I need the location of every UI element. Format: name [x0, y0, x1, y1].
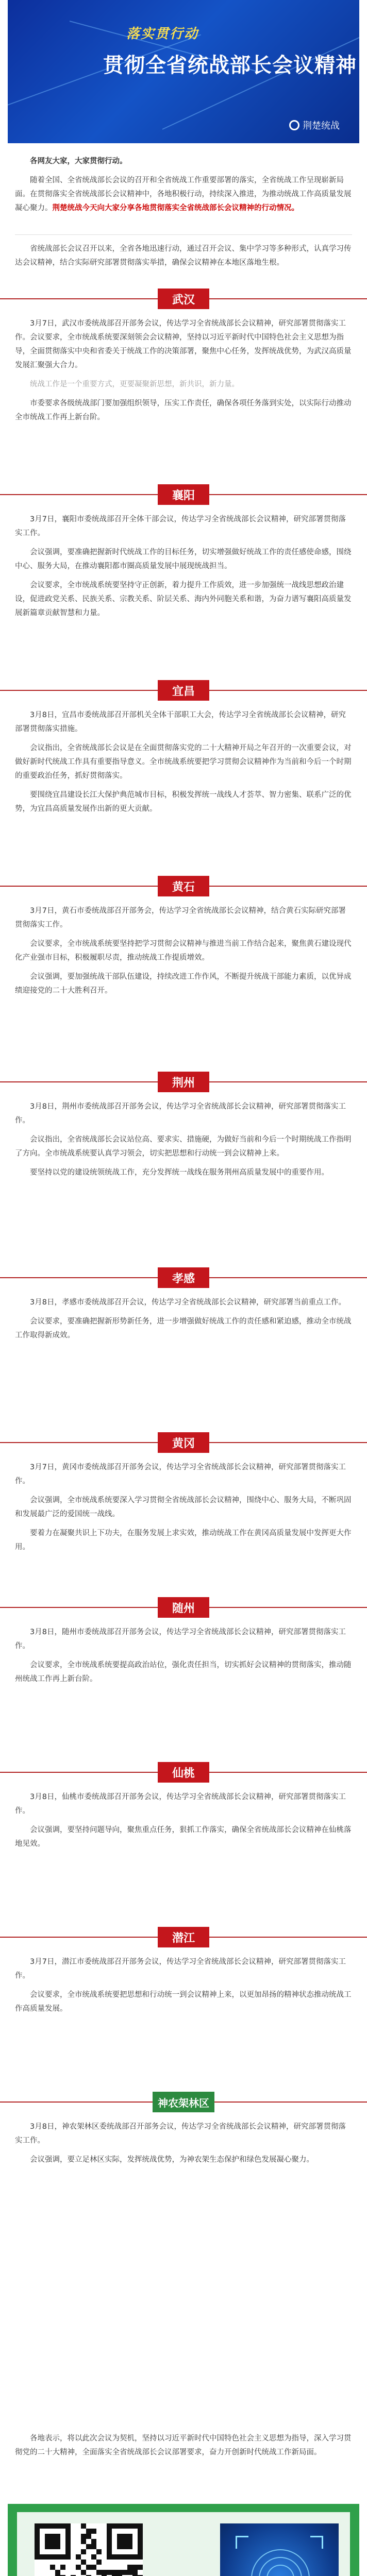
city-title: 黄石	[158, 876, 209, 896]
brand-logo	[289, 118, 340, 132]
city-content	[15, 2120, 352, 2172]
city-paragraph: 会议强调，要加强统战干部队伍建设，持续改进工作作风，不断提升统战干部能力素质，以优异成绩迎接党的二十大胜利召开。	[15, 973, 352, 995]
city-paragraph: 3月8日，荆州市委统战部召开部务会议，传达学习全省统战部长会议精神，研究部署贯彻落实工作。	[15, 1103, 346, 1125]
qr-module	[127, 2570, 132, 2575]
city-header	[0, 1267, 367, 1288]
city-paragraph: 3月7日，武汉市委统战部召开部务会议，传达学习全省统战部长会议精神，研究部署贯彻落实工作。会议要求，全市统战系统要深刻领会会议精神，坚持以习近平新时代中国特色社会主义思想为指导，全面贯彻落实中央和省委关于统战工作的决策部署，聚焦中心任务，发挥统战优势，为武汉高质量发展汇聚强大合力。	[15, 319, 352, 369]
city-paragraph: 会议指出，全省统战部长会议站位高、要求实、措施硬，为做好当前和今后一个时期统战工作指明了方向。全市统战系统要认真学习领会，切实把思想和行动统一到会议精神上来。	[15, 1136, 352, 1158]
qr-module	[117, 2570, 122, 2575]
qr-module	[91, 2544, 96, 2549]
section-divider	[15, 234, 352, 235]
city-paragraph: 3月7日，黄石市委统战部召开部务会，传达学习全省统战部长会议精神，结合黄石实际研究部署贯彻落实工作。	[15, 907, 346, 929]
city-paragraph: 市委要求各级统战部门要加强组织领导，压实工作责任，确保各项任务落到实处，以实际行动推动全市统战工作再上新台阶。	[15, 399, 352, 421]
city-header	[0, 1597, 367, 1618]
qr-module	[81, 2539, 86, 2544]
city-paragraph: 会议要求，要准确把握新形势新任务，进一步增强做好统战工作的责任感和紧迫感，推动全市统战工作取得新成效。	[15, 1317, 352, 1340]
qr-module	[102, 2570, 107, 2575]
city-header	[0, 1762, 367, 1783]
qr-module	[132, 2570, 138, 2575]
banner-tag: 落实贯行动	[126, 26, 199, 42]
qr-module	[91, 2529, 96, 2534]
qr-module	[132, 2565, 138, 2570]
qr-module	[138, 2565, 143, 2570]
city-content	[15, 708, 352, 821]
brand-name: 荆楚统战	[303, 121, 340, 131]
qr-module	[76, 2565, 81, 2570]
greeting: 各网友大家，大家贯彻行动。	[30, 157, 127, 165]
city-paragraph: 3月8日，随州市委统战部召开部务会议，传达学习全省统战部长会议精神，研究部署贯彻落实工作。	[15, 1628, 346, 1650]
city-header	[0, 680, 367, 701]
city-content	[15, 1955, 352, 2021]
city-title: 武汉	[158, 289, 209, 309]
banner-title: 贯彻全省统战部长会议精神	[103, 54, 357, 77]
qr-module	[86, 2565, 91, 2570]
intro-text: 随着全国、全省统战部长会议的召开和全省统战工作重要部署的落实，全省统战工作呈现崭新局面。在贯彻落实全省统战部长会议精神中，各地积极行动，持续深入推进，为推动统战工作高质量发展凝心聚力。	[15, 176, 352, 212]
qr-module	[55, 2570, 60, 2575]
qr-module	[127, 2565, 132, 2570]
qr-module	[60, 2565, 65, 2570]
city-paragraph: 3月8日，神农架林区委统战部召开部务会议，传达学习全省统战部长会议精神，研究部署贯彻落实工作。	[15, 2123, 346, 2145]
qr-module	[122, 2570, 127, 2575]
city-header	[0, 1927, 367, 1947]
city-title: 随州	[158, 1597, 209, 1618]
banner	[8, 0, 359, 143]
qr-module	[91, 2554, 96, 2560]
qr-module	[91, 2539, 96, 2544]
city-header	[0, 876, 367, 896]
city-paragraph: 3月8日，宜昌市委统战部召开部机关全体干部职工大会，传达学习全省统战部长会议精神，研究部署贯彻落实措施。	[15, 711, 346, 733]
qr-code[interactable]	[35, 2523, 143, 2576]
city-header	[0, 1072, 367, 1092]
city-paragraph: 3月7日，黄冈市委统战部召开部务会议，传达学习全省统战部长会议精神，研究部署贯彻落实工作。	[15, 1463, 346, 1485]
qr-module	[76, 2554, 81, 2560]
qr-module	[50, 2565, 55, 2570]
city-paragraph: 要着力在凝聚共识上下功夫，在服务发展上求实效，推动统战工作在黄冈高质量发展中发挥更大作用。	[15, 1529, 352, 1551]
city-title: 宜昌	[158, 680, 209, 701]
lead-paragraph: 省统战部长会议召开以来，全省各地迅速行动，通过召开会议、集中学习等多种形式，认真学习传达会议精神，结合实际研究部署贯彻落实举措，确保会议精神在本地区落地生根。	[15, 245, 352, 267]
qr-module	[112, 2570, 117, 2575]
city-title: 神农架林区	[153, 2092, 214, 2112]
city-title: 荆州	[158, 1072, 209, 1092]
city-paragraph: 会议强调，要坚持问题导向，聚焦重点任务，狠抓工作落实，确保全省统战部长会议精神在仙桃落地见效。	[15, 1826, 352, 1848]
qr-module	[86, 2534, 91, 2539]
city-paragraph: 要坚持以党的建设统领统战工作，充分发挥统一战线在服务荆州高质量发展中的重要作用。	[30, 1168, 329, 1177]
city-title: 仙桃	[158, 1762, 209, 1783]
qr-module	[96, 2549, 102, 2554]
lead-block	[15, 242, 352, 275]
intro-paragraph	[15, 174, 352, 215]
qr-module	[86, 2544, 91, 2549]
city-header	[0, 289, 367, 309]
qr-module	[81, 2549, 86, 2554]
qr-module	[81, 2523, 86, 2529]
city-paragraph: 会议要求，全市统战系统要坚持守正创新，着力提升工作质效，进一步加强统一战线思想政治建设，促进政党关系、民族关系、宗教关系、阶层关系、海内外同胞关系和谐，为奋力谱写襄阳高质量发展新篇章贡献智慧和力量。	[15, 581, 352, 617]
city-title: 潜江	[158, 1927, 209, 1947]
city-content	[15, 904, 352, 1003]
city-title: 孝感	[158, 1267, 209, 1288]
follow-panel	[17, 2512, 350, 2576]
scan-corner	[310, 2536, 323, 2549]
qr-module	[86, 2529, 91, 2534]
city-content	[15, 513, 352, 625]
qr-module	[91, 2565, 96, 2570]
city-paragraph: 会议要求，全市统战系统要坚持把学习贯彻会议精神与推进当前工作结合起来，聚焦黄石建设现代化产业强市目标，积极履职尽责，推动统战工作提质增效。	[15, 940, 352, 962]
city-paragraph: 要围绕宜昌建设长江大保护典范城市目标，积极发挥统一战线人才荟萃、智力密集、联系广泛的优势，为宜昌高质量发展作出新的更大贡献。	[15, 791, 352, 813]
city-paragraph: 3月8日，孝感市委统战部召开会议，传达学习全省统战部长会议精神，研究部署当前重点工作。	[30, 1298, 346, 1307]
city-paragraph: 会议强调，全市统战系统要深入学习贯彻全省统战部长会议精神，围绕中心、服务大局，不断巩固和发展最广泛的爱国统一战线。	[15, 1496, 352, 1518]
city-paragraph: 会议强调，要立足林区实际，发挥统战优势，为神农架生态保护和绿色发展凝心聚力。	[30, 2156, 314, 2164]
city-header	[0, 484, 367, 505]
city-paragraph: 3月7日，襄阳市委统战部召开全体干部会议，传达学习全省统战部长会议精神，研究部署贯彻落实工作。	[15, 515, 346, 537]
qr-finder	[117, 2534, 132, 2549]
qr-module	[81, 2534, 86, 2539]
city-paragraph: 3月8日，仙桃市委统战部召开部务会议，传达学习全省统战部长会议精神，研究部署贯彻落实工作。	[15, 1793, 346, 1815]
outro-paragraph: 各地表示，将以此次会议为契机，坚持以习近平新时代中国特色社会主义思想为指导，深入学习贯彻党的二十大精神，全面落实全省统战部长会议部署要求，奋力开创新时代统战工作新局面。	[15, 2434, 352, 2456]
follow-section	[8, 2504, 359, 2576]
qr-module	[107, 2570, 112, 2575]
city-paragraph: 统战工作是一个重要方式，更要凝聚新思想，新共识，新力量。	[30, 380, 239, 388]
city-paragraph: 3月7日，潜江市委统战部召开部务会议，传达学习全省统战部长会议精神，研究部署贯彻落实工作。	[15, 1958, 346, 1980]
city-paragraph: 会议要求，全市统战系统要把思想和行动统一到会议精神上来，以更加昂扬的精神状态推动统战工作高质量发展。	[15, 1991, 352, 2013]
city-content	[15, 1100, 352, 1185]
fingerprint-ring	[251, 2549, 310, 2576]
qr-finder	[45, 2534, 60, 2549]
scan-corner	[236, 2536, 248, 2549]
intro-block	[15, 155, 352, 221]
city-title: 襄阳	[158, 484, 209, 505]
city-content	[15, 1790, 352, 1856]
qr-module	[96, 2570, 102, 2575]
city-content	[15, 1625, 352, 1691]
city-header	[0, 1432, 367, 1453]
city-content	[15, 1296, 352, 1348]
city-paragraph: 会议强调，要准确把握新时代统战工作的目标任务，切实增强做好统战工作的责任感使命感，围绕中心、服务大局，在推动襄阳都市圈高质量发展中展现统战担当。	[15, 548, 352, 570]
city-content	[15, 1461, 352, 1560]
fingerprint-icon[interactable]	[220, 2523, 339, 2576]
banner-decoration	[162, 29, 359, 130]
brand-logo-icon	[289, 120, 299, 130]
qr-module	[81, 2560, 86, 2565]
city-title: 黄冈	[158, 1432, 209, 1453]
outro-block	[15, 2432, 352, 2465]
city-paragraph: 会议要求，全市统战系统要提高政治站位，强化责任担当，切实抓好会议精神的贯彻落实，推动随州统战工作再上新台阶。	[15, 1661, 352, 1683]
qr-module	[96, 2560, 102, 2565]
intro-highlight: 荆楚统战今天向大家分享各地贯彻落实全省统战部长会议精神的行动情况。	[52, 204, 299, 212]
qr-module	[81, 2570, 86, 2575]
city-content	[15, 317, 352, 430]
city-header	[0, 2092, 367, 2112]
city-paragraph: 会议指出，全省统战部长会议是在全面贯彻落实党的二十大精神开局之年召开的一次重要会议，对做好新时代统战工作具有重要指导意义。全市统战系统要把学习贯彻会议精神作为当前和今后一个时期的重要政治任务，抓好贯彻落实。	[15, 744, 352, 780]
